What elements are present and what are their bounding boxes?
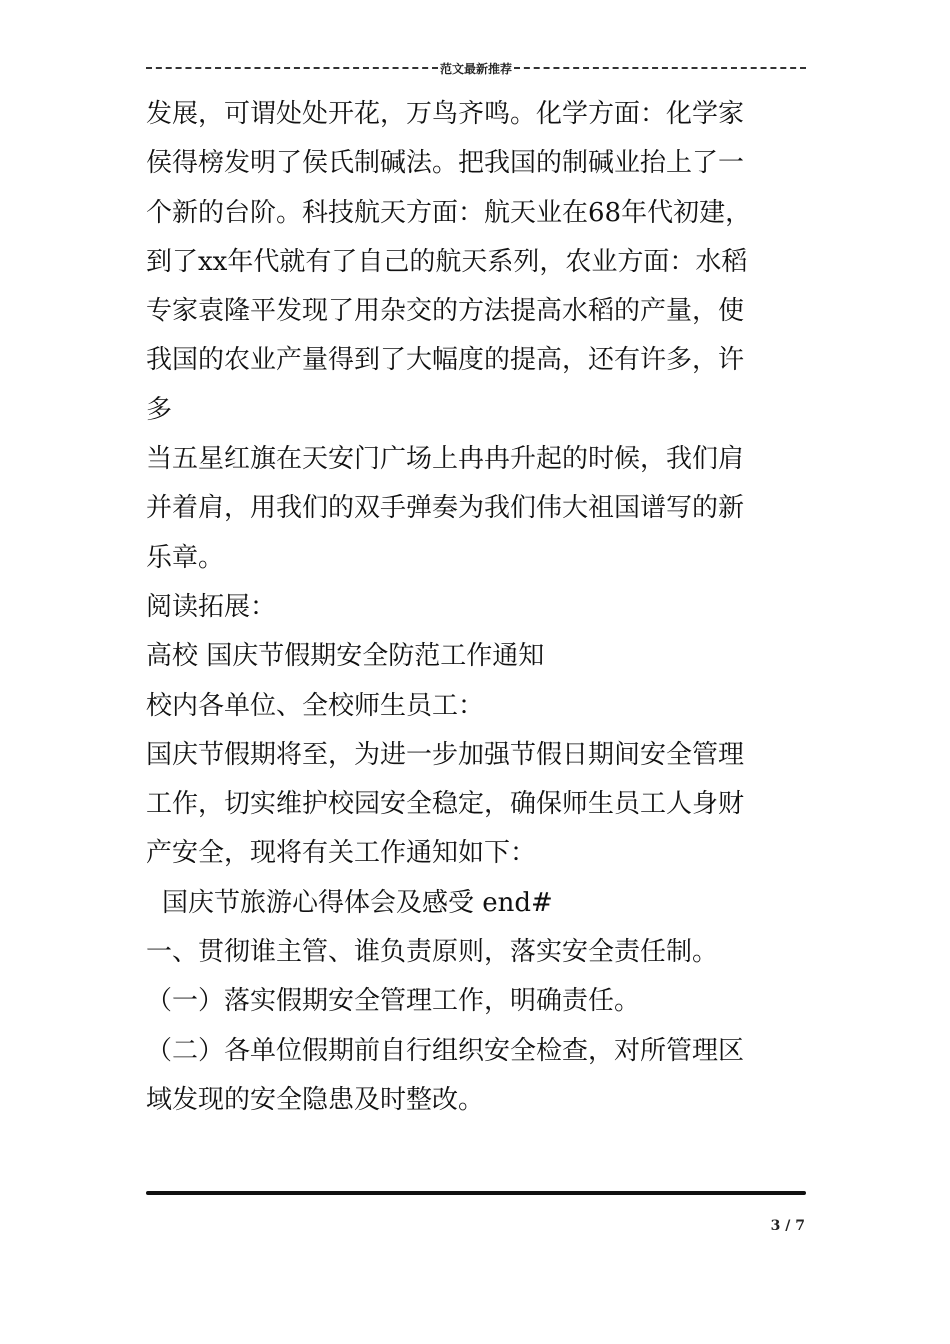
header-label: 范文最新推荐 [440, 61, 513, 76]
text-line: 乐章。 [146, 542, 225, 573]
text-line: 当五星红旗在天安门广场上冉冉升起的时候，我们肩 [146, 444, 745, 475]
section-heading: 阅读拓展： [146, 591, 277, 622]
text-line: 我国的农业产量得到了大幅度的提高，还有许多，许 [146, 345, 745, 376]
text-line: 发展，可谓处处开花，万鸟齐鸣。化学方面：化学家 [146, 99, 745, 129]
text-line: 到了xx年代就有了自己的航天系列，农业方面：水稻 [146, 246, 748, 277]
page-header [146, 58, 806, 78]
document-body [146, 90, 806, 1125]
notice-title: 高校 国庆节假期安全防范工作通知 [146, 641, 545, 672]
list-item: （二）各单位假期前自行组织安全检查，对所管理区 [146, 1035, 745, 1066]
text-line: 多 [146, 394, 173, 425]
footer-divider [146, 1191, 806, 1195]
text-line: 侯得榜发明了侯氏制碱法。把我国的制碱业抬上了一 [146, 148, 745, 179]
page-number: 3 / 7 [770, 1218, 805, 1234]
notice-salutation: 校内各单位、全校师生员工： [146, 690, 485, 721]
text-line: 个新的台阶。科技航天方面：航天业在68年代初建， [146, 197, 752, 228]
text-line: 国庆节假期将至，为进一步加强节假日期间安全管理 [146, 739, 745, 770]
text-line: 专家袁隆平发现了用杂交的方法提高水稻的产量，使 [146, 296, 745, 327]
text-line: 产安全，现将有关工作通知如下： [146, 838, 537, 869]
text-line: 工作，切实维护校园安全稳定，确保师生员工人身财 [146, 789, 745, 820]
text-line: 并着肩，用我们的双手弹奏为我们伟大祖国谱写的新 [146, 493, 745, 524]
header-dash-left [146, 67, 438, 69]
list-item: （一）落实假期安全管理工作，明确责任。 [146, 986, 641, 1017]
header-dash-right [514, 67, 806, 69]
related-link-text: 国庆节旅游心得体会及感受 end# [162, 887, 553, 918]
text-line: 域发现的安全隐患及时整改。 [146, 1084, 485, 1115]
list-item: 一、贯彻谁主管、谁负责原则，落实安全责任制。 [146, 937, 719, 968]
